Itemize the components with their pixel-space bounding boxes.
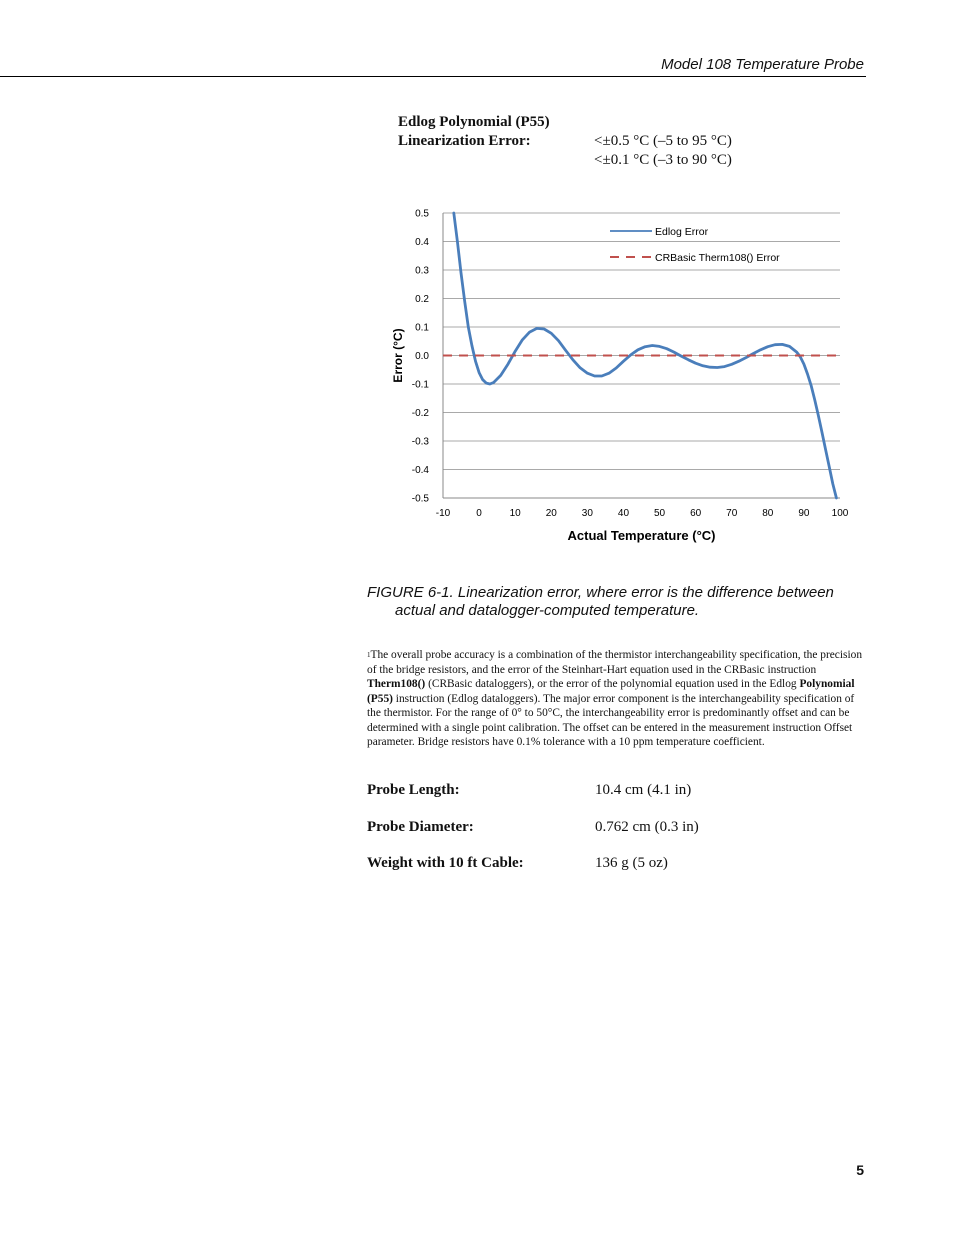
x-tick-label: 80 — [762, 508, 774, 519]
footnote-bold-polynomial: Polynomial (P55) — [367, 678, 855, 705]
y-tick-label: 0.5 — [415, 208, 429, 220]
x-tick-label: 0 — [476, 508, 482, 519]
footnote-text-a: The overall probe accuracy is a combination of the thermistor interchangeability specification, the precision of the bridge resistors, and the error of the Steinhart-Hart equation used in the CRBasic instruction — [367, 649, 863, 676]
y-tick-label: -0.3 — [411, 436, 429, 448]
y-tick-label: 0.1 — [415, 322, 429, 334]
footnote-text-c: instruction (Edlog dataloggers). The major error component is the interchangeability specification of the thermistor. For the range of 0° to 50°C, the interchangeability error is predominantly offset and can be determined with a single point calibration. The offset can be entered in the measurement instruction Offset parameter. Bridge resistors have 0.1% tolerance with a 10 ppm temperature coefficient. — [367, 692, 855, 748]
probe-length-value: 10.4 cm (4.1 in) — [595, 782, 692, 798]
spec-label-line2: Linearization Error: — [398, 133, 531, 149]
x-tick-label: 10 — [509, 508, 521, 519]
legend-label-crbasic-error: CRBasic Therm108() Error — [655, 252, 780, 264]
header-rule — [0, 76, 866, 77]
footnote-marker: 1 — [367, 651, 371, 659]
x-axis-title: Actual Temperature (°C) — [567, 528, 716, 543]
y-tick-label: 0.2 — [415, 294, 429, 305]
header-title: Model 108 Temperature Probe — [661, 56, 864, 73]
x-tick-label: 100 — [831, 508, 849, 519]
probe-diameter-label: Probe Diameter: — [367, 819, 474, 835]
figure-caption-line2: actual and datalogger-computed temperature. — [395, 602, 700, 619]
linearization-error-chart — [380, 200, 860, 560]
figure-caption-line1: FIGURE 6-1. Linearization error, where error is the difference between — [367, 584, 834, 601]
x-tick-label: 50 — [653, 508, 666, 519]
probe-diameter-value: 0.762 cm (0.3 in) — [595, 819, 699, 835]
x-tick-label: 60 — [690, 508, 702, 519]
x-tick-label: -10 — [435, 508, 451, 519]
spec-label-line1: Edlog Polynomial (P55) — [398, 114, 550, 130]
spec-value-line2: <±0.1 °C (–3 to 90 °C) — [594, 152, 732, 168]
accuracy-footnote — [367, 648, 864, 750]
y-tick-label: 0.4 — [415, 237, 429, 248]
page-number: 5 — [856, 1162, 864, 1178]
x-tick-label: 90 — [798, 508, 810, 519]
footnote-text-b: (CRBasic dataloggers), or the error of the polynomial equation used in the Edlog — [425, 678, 800, 690]
chart-legend — [610, 226, 780, 264]
y-tick-label: -0.1 — [411, 379, 429, 391]
x-tick-label: 70 — [726, 508, 738, 519]
x-tick-label: 20 — [545, 508, 557, 519]
figure-caption — [367, 584, 867, 620]
legend-label-edlog-error: Edlog Error — [655, 226, 709, 238]
y-tick-label: -0.4 — [411, 465, 429, 476]
y-axis-title: Error (°C) — [391, 328, 405, 383]
weight-value: 136 g (5 oz) — [595, 855, 668, 871]
weight-label: Weight with 10 ft Cable: — [367, 855, 524, 871]
y-tick-label: -0.2 — [411, 408, 429, 419]
y-tick-label: -0.5 — [411, 493, 429, 505]
probe-length-label: Probe Length: — [367, 782, 460, 798]
y-tick-label: 0.3 — [415, 265, 429, 277]
footnote-bold-therm108: Therm108() — [367, 678, 426, 690]
x-tick-label: 30 — [581, 508, 593, 519]
spec-value-line1: <±0.5 °C (–5 to 95 °C) — [594, 133, 732, 149]
y-tick-label: 0.0 — [415, 351, 429, 362]
x-tick-label: 40 — [617, 508, 630, 519]
